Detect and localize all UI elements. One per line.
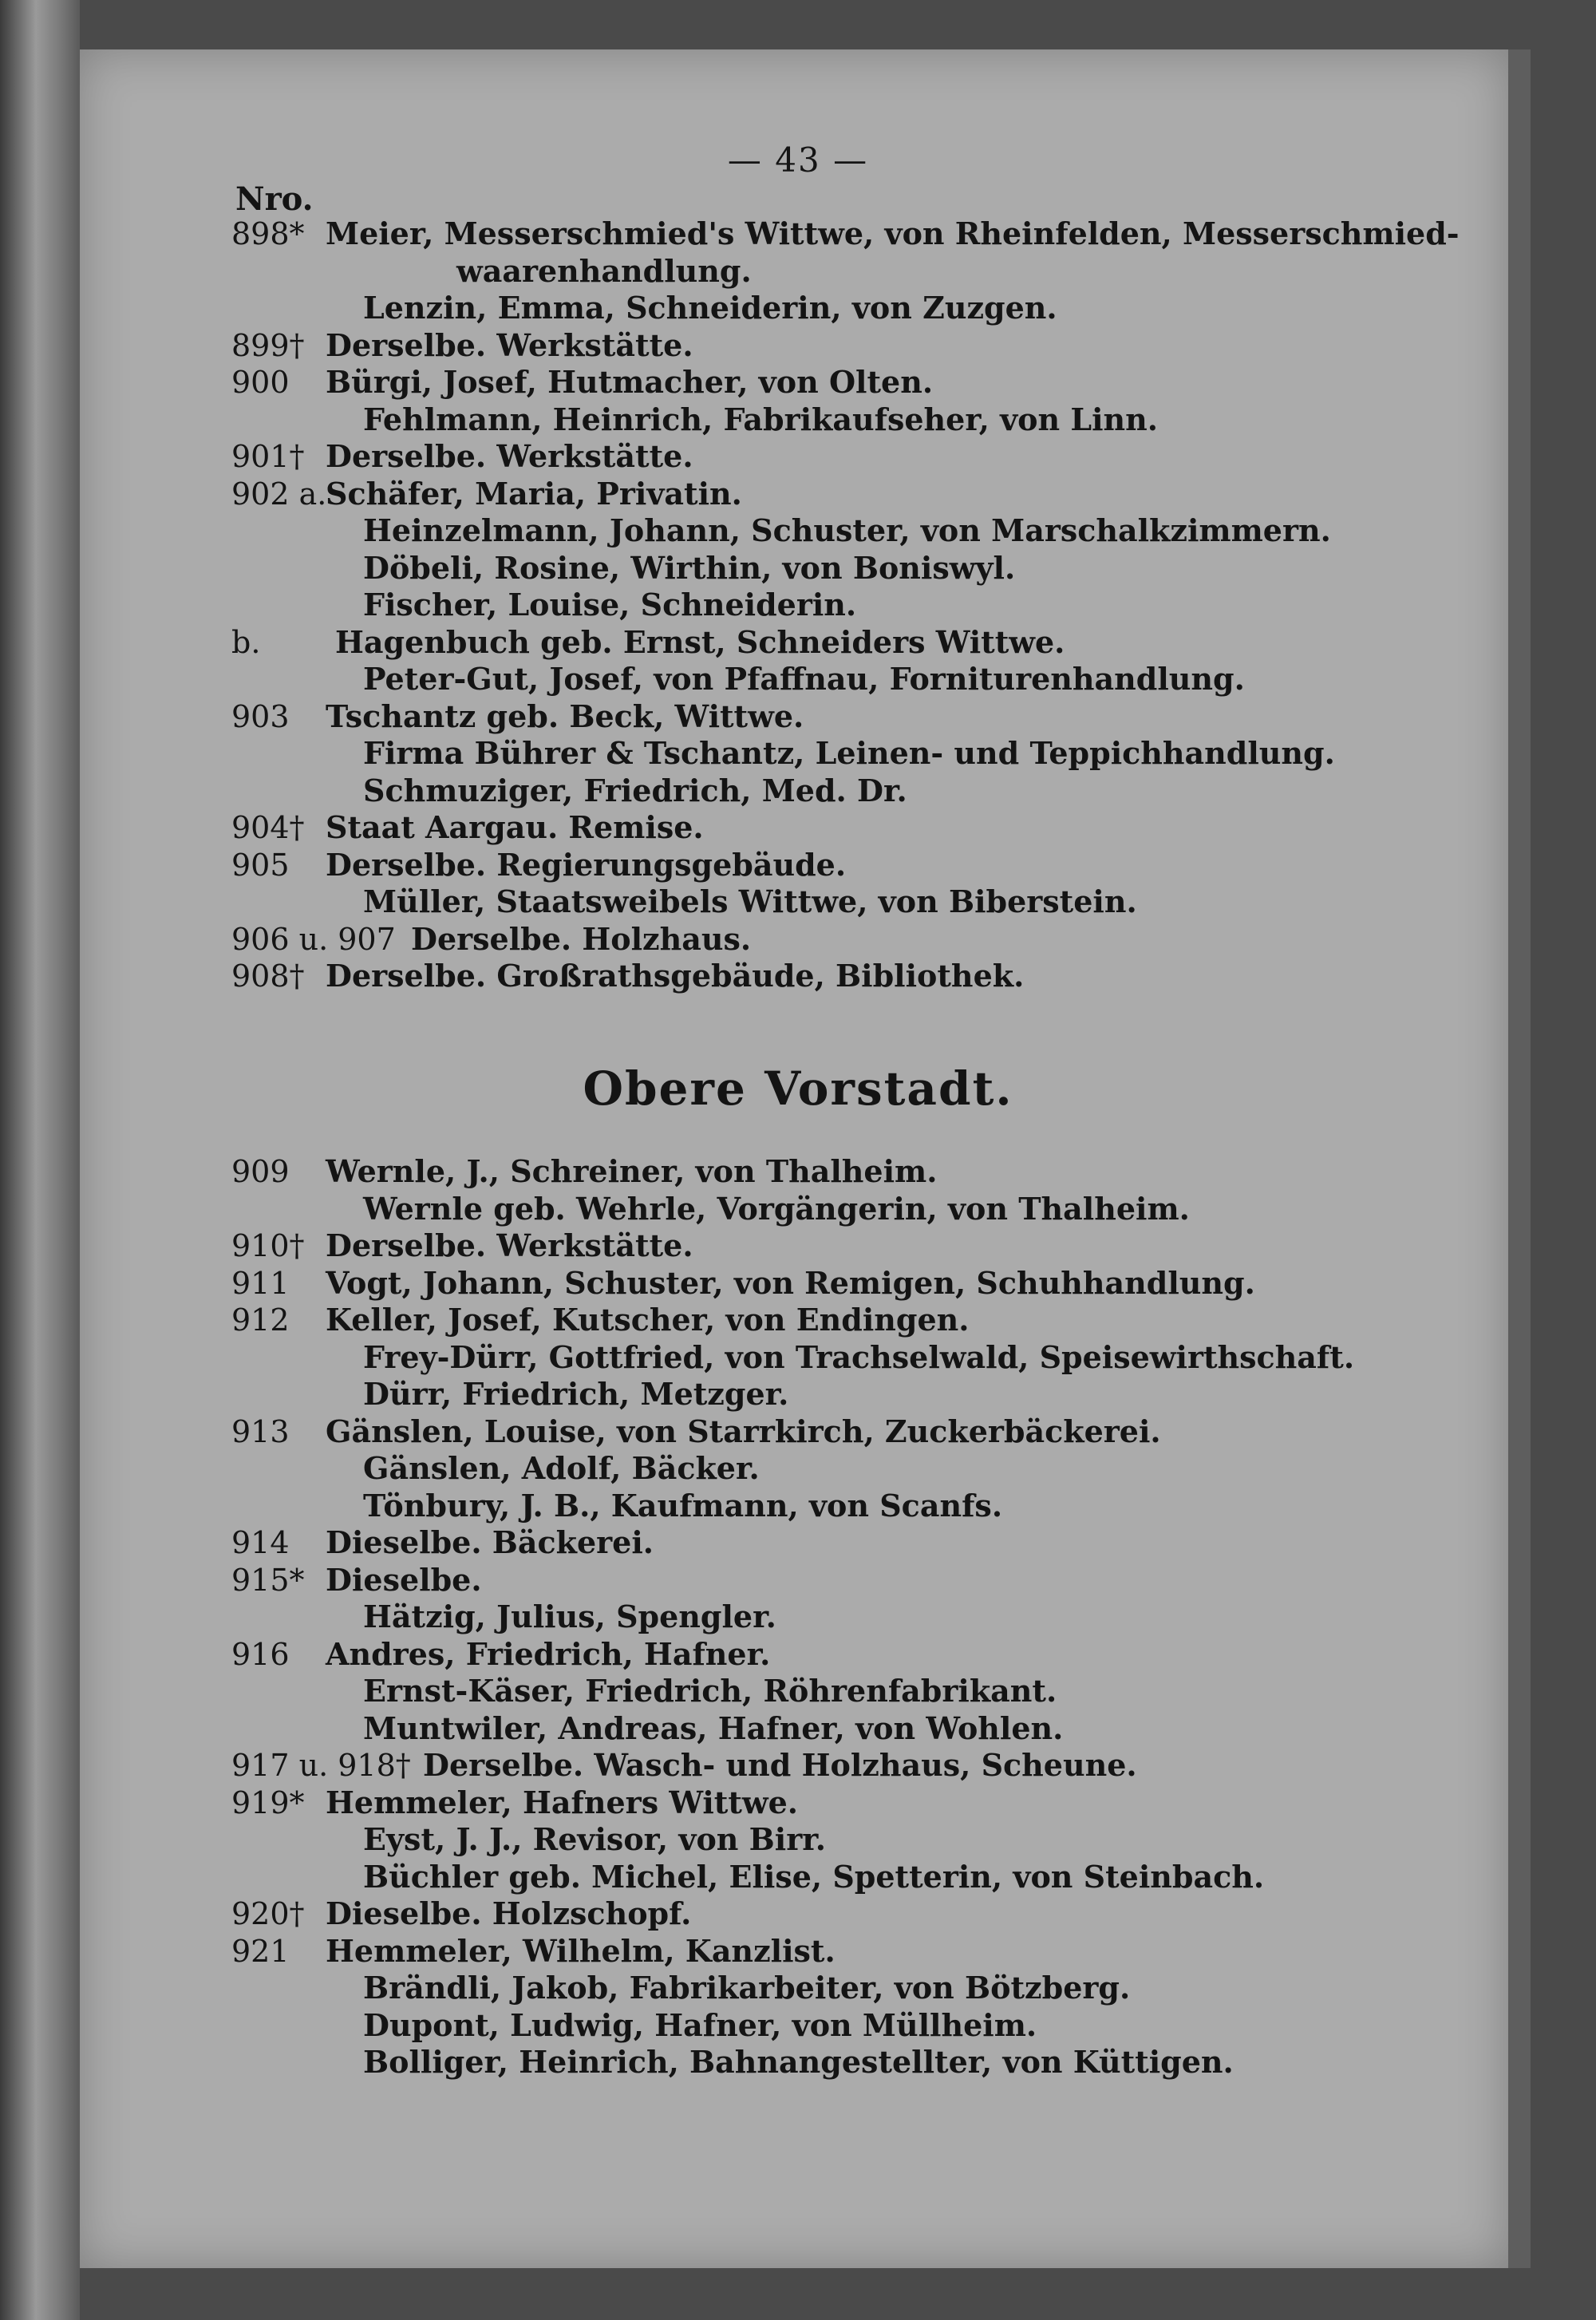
list-item bbox=[0, 1376, 1596, 1413]
list-item bbox=[0, 1302, 1596, 1339]
entry-text: Derselbe. Werkstätte. bbox=[326, 1227, 693, 1263]
entry-text: Staat Aargau. Remise. bbox=[326, 809, 704, 845]
entry-number: 899† bbox=[231, 327, 305, 363]
entry-text: Tschantz geb. Beck, Wittwe. bbox=[326, 698, 804, 734]
list-item bbox=[0, 1821, 1596, 1859]
list-item bbox=[0, 1265, 1596, 1302]
entry-text: Firma Bührer & Tschantz, Leinen- und Teppichhandlung. bbox=[363, 735, 1335, 771]
entry-text: Bürgi, Josef, Hutmacher, von Olten. bbox=[326, 364, 934, 400]
entry-text: Muntwiler, Andreas, Hafner, von Wohlen. bbox=[363, 1709, 1064, 1746]
entry-number: 904† bbox=[231, 810, 305, 845]
entry-text: Dürr, Friedrich, Metzger. bbox=[363, 1376, 789, 1412]
list-item bbox=[0, 735, 1596, 773]
entry-text: Hätzig, Julius, Spengler. bbox=[363, 1599, 776, 1634]
list-item bbox=[0, 1488, 1596, 1525]
list-item bbox=[0, 921, 1596, 958]
entry-text: waarenhandlung. bbox=[456, 252, 752, 289]
list-item bbox=[0, 883, 1596, 921]
list-item bbox=[0, 1562, 1596, 1599]
entry-text: Andres, Friedrich, Hafner. bbox=[326, 1635, 771, 1672]
entry-text: Hemmeler, Wilhelm, Kanzlist. bbox=[326, 1932, 836, 1969]
list-item bbox=[0, 215, 1596, 253]
entry-text: Bolliger, Heinrich, Bahnangestellter, von Küttigen. bbox=[363, 2044, 1234, 2080]
entry-text: Derselbe. Werkstätte. bbox=[326, 438, 693, 474]
list-item bbox=[0, 1859, 1596, 1896]
entry-number: 900 bbox=[231, 365, 290, 400]
entry-text: Heinzelmann, Johann, Schuster, von Marschalkzimmern. bbox=[363, 512, 1331, 548]
entry-number: 905 bbox=[231, 847, 290, 883]
entry-text: Lenzin, Emma, Schneiderin, von Zuzgen. bbox=[363, 290, 1057, 326]
entry-text: Gänslen, Adolf, Bäcker. bbox=[363, 1450, 760, 1486]
entry-text: Dieselbe. Bäckerei. bbox=[326, 1524, 654, 1560]
entry-number: 906 u. 907 bbox=[231, 921, 396, 957]
list-item bbox=[0, 1636, 1596, 1674]
entry-text: Derselbe. Großrathsgebäude, Bibliothek. bbox=[326, 958, 1025, 994]
list-item bbox=[0, 290, 1596, 327]
list-item bbox=[0, 253, 1596, 290]
list-item bbox=[0, 1450, 1596, 1488]
list-item bbox=[0, 364, 1596, 401]
entry-text: Büchler geb. Michel, Elise, Spetterin, von Steinbach. bbox=[363, 1858, 1265, 1895]
entry-text: Schmuziger, Friedrich, Med. Dr. bbox=[363, 772, 907, 808]
list-item bbox=[0, 1191, 1596, 1228]
entry-text: Eyst, J. J., Revisor, von Birr. bbox=[363, 1821, 827, 1857]
entry-number: 902 a. bbox=[231, 476, 327, 512]
entry-number: 914 bbox=[231, 1525, 290, 1560]
list-item bbox=[0, 1227, 1596, 1265]
column-header-nro: Nro. bbox=[235, 180, 314, 218]
list-item bbox=[0, 847, 1596, 884]
list-item bbox=[0, 512, 1596, 550]
list-item bbox=[0, 401, 1596, 439]
entry-number: 916 bbox=[231, 1636, 290, 1672]
entry-number: 910† bbox=[231, 1228, 305, 1263]
list-item bbox=[0, 1599, 1596, 1636]
page-number: — 43 — bbox=[727, 140, 869, 180]
entry-text: Derselbe. Werkstätte. bbox=[326, 326, 693, 363]
list-item bbox=[0, 773, 1596, 810]
entry-number: 912 bbox=[231, 1302, 290, 1338]
entry-text: Gänslen, Louise, von Starrkirch, Zuckerbäckerei. bbox=[326, 1413, 1161, 1449]
entry-text: Hemmeler, Hafners Wittwe. bbox=[326, 1784, 798, 1820]
list-item bbox=[0, 1710, 1596, 1748]
entry-number: 915* bbox=[231, 1562, 305, 1598]
list-item bbox=[0, 438, 1596, 476]
entry-number: 903 bbox=[231, 698, 290, 734]
entry-text: Keller, Josef, Kutscher, von Endingen. bbox=[326, 1302, 970, 1338]
list-item bbox=[0, 1153, 1596, 1191]
list-item bbox=[0, 1524, 1596, 1562]
entry-number: 909 bbox=[231, 1154, 290, 1189]
list-item bbox=[0, 587, 1596, 624]
list-item bbox=[0, 1747, 1596, 1784]
entry-number: 901† bbox=[231, 439, 305, 474]
entries-top-list bbox=[0, 215, 1596, 995]
entry-text: Meier, Messerschmied's Wittwe, von Rheinfelden, Messerschmied- bbox=[326, 215, 1460, 251]
entry-text: Frey-Dürr, Gottfried, von Trachselwald, Speisewirthschaft. bbox=[363, 1338, 1355, 1375]
entry-number: b. bbox=[231, 624, 261, 660]
entry-text: Vogt, Johann, Schuster, von Remigen, Schuhhandlung. bbox=[326, 1264, 1255, 1301]
entry-text: Fischer, Louise, Schneiderin. bbox=[363, 587, 857, 622]
entry-text: Schäfer, Maria, Privatin. bbox=[326, 475, 742, 512]
entries-bottom-list bbox=[0, 1153, 1596, 2081]
list-item bbox=[0, 661, 1596, 698]
entry-number: 917 u. 918† bbox=[231, 1748, 411, 1783]
list-item bbox=[0, 809, 1596, 847]
list-item bbox=[0, 1970, 1596, 2007]
list-item bbox=[0, 1673, 1596, 1710]
list-item bbox=[0, 2007, 1596, 2045]
entry-text: Wernle, J., Schreiner, von Thalheim. bbox=[326, 1153, 938, 1189]
entry-number: 908† bbox=[231, 958, 305, 994]
list-item bbox=[0, 1784, 1596, 1822]
list-item bbox=[0, 624, 1596, 662]
entry-text: Derselbe. Regierungsgebäude. bbox=[326, 846, 847, 883]
entry-text: Dieselbe. bbox=[326, 1561, 482, 1598]
section-heading: Obere Vorstadt. bbox=[583, 1061, 1013, 1116]
entry-number: 919* bbox=[231, 1784, 305, 1820]
entry-text: Peter-Gut, Josef, von Pfaffnau, Forniturenhandlung. bbox=[363, 661, 1245, 697]
list-item bbox=[0, 1895, 1596, 1933]
list-item bbox=[0, 1339, 1596, 1377]
list-item bbox=[0, 958, 1596, 995]
entry-text: Ernst-Käser, Friedrich, Röhrenfabrikant. bbox=[363, 1673, 1057, 1709]
entry-text: Wernle geb. Wehrle, Vorgängerin, von Thalheim. bbox=[363, 1190, 1190, 1227]
entry-text: Müller, Staatsweibels Wittwe, von Biberstein. bbox=[363, 883, 1137, 919]
entry-number: 921 bbox=[231, 1933, 290, 1969]
entry-number: 920† bbox=[231, 1896, 305, 1931]
entry-text: Brändli, Jakob, Fabrikarbeiter, von Bötzberg. bbox=[363, 1970, 1131, 2006]
entry-text: Dupont, Ludwig, Hafner, von Müllheim. bbox=[363, 2006, 1037, 2043]
list-item bbox=[0, 1933, 1596, 1970]
entry-number: 898* bbox=[231, 216, 305, 251]
list-item bbox=[0, 476, 1596, 513]
list-item bbox=[0, 550, 1596, 587]
entry-text: Derselbe. Holzhaus. bbox=[411, 920, 752, 957]
entry-text: Fehlmann, Heinrich, Fabrikaufseher, von Linn. bbox=[363, 401, 1158, 437]
entry-number: 913 bbox=[231, 1413, 290, 1449]
entry-text: Hagenbuch geb. Ernst, Schneiders Wittwe. bbox=[335, 623, 1065, 660]
list-item bbox=[0, 2044, 1596, 2081]
list-item bbox=[0, 698, 1596, 736]
entry-text: Dieselbe. Holzschopf. bbox=[326, 1895, 692, 1931]
list-item bbox=[0, 1413, 1596, 1451]
list-item bbox=[0, 327, 1596, 365]
entry-text: Derselbe. Wasch- und Holzhaus, Scheune. bbox=[423, 1747, 1137, 1783]
entry-text: Döbeli, Rosine, Wirthin, von Boniswyl. bbox=[363, 549, 1016, 586]
entry-number: 911 bbox=[231, 1265, 290, 1301]
entry-text: Tönbury, J. B., Kaufmann, von Scanfs. bbox=[363, 1487, 1003, 1524]
